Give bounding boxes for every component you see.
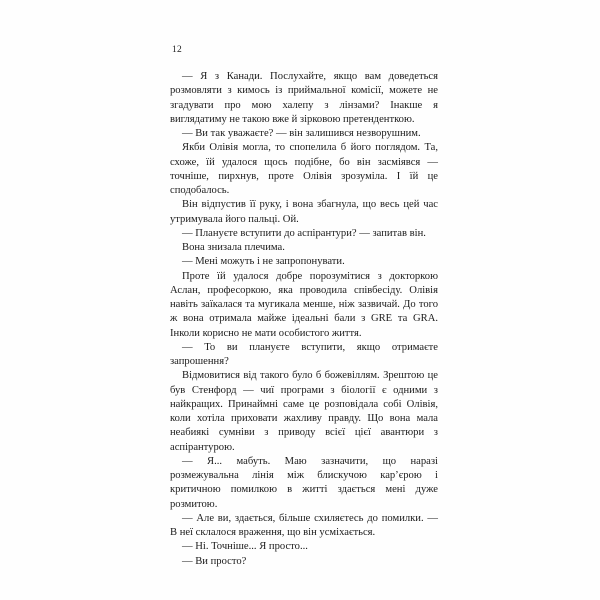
paragraph: — Я з Канади. Послухайте, якщо вам доведеться розмовляти з кимось із приймальної комісії, можете не згадувати про мою халепу з лінзами? Інакше я виглядатиму не такою вже й зірковою претенденткою. (170, 71, 438, 125)
paragraph: — Я... мабуть. Маю зазначити, що наразі розмежувальна лінія між блискучою кар’єрою і критичною помилкою в житті здається мені дуже розмитою. (170, 455, 438, 510)
body-text (170, 70, 438, 569)
paragraph: — Ви так уважаєте? — він залишився незворушним. (182, 128, 421, 139)
paragraph: — Мені можуть і не запропонувати. (182, 256, 345, 268)
paragraph: — Ні. Точніше... Я просто... (182, 541, 308, 553)
paragraph: Проте їй удалося добре порозумітися з докторкою Аслан, професоркою, яка проводила співбесіду. Олівія навіть заїкалася та мугикала менше, ніж зазвичай. До того ж вона отримала майже ідеальні бали з GRE та GRA. Інколи корисно не мати особистого життя. (170, 270, 438, 339)
page-number: 12 (172, 45, 182, 55)
paragraph: — Ви просто? (182, 555, 247, 567)
paragraph: Вона знизала плечима. (182, 242, 285, 253)
paragraph: — Але ви, здається, більше схиляєтесь до помилки. — В неї склалося враження, що він усміхається. (170, 512, 438, 538)
page-text-block (170, 44, 438, 569)
paragraph: Якби Олівія могла, то спопелила б його поглядом. Та, схоже, їй удалося щось подібне, бо він засміявся — точніше, пирхнув, проте Олівія зрозуміла. І їй це сподобалось. (170, 142, 438, 196)
paragraph: — То ви плануєте вступити, якщо отримаєте запрошення? (170, 341, 438, 367)
paragraph: — Плануєте вступити до аспірантури? — запитав він. (182, 227, 426, 239)
paragraph: Він відпустив її руку, і вона збагнула, що весь цей час утримувала його пальці. Ой. (170, 199, 438, 225)
paragraph: Відмовитися від такого було б божевіллям. Зрештою це був Стенфорд — чиї програми з біології є одними з найкращих. Принаймні саме це розповідала собі Олівія, коли хотіла приховати жахливу правду. Що вона мала неабиякі сумніви з приводу всієї цієї авантюри з аспірантурою. (170, 370, 438, 453)
